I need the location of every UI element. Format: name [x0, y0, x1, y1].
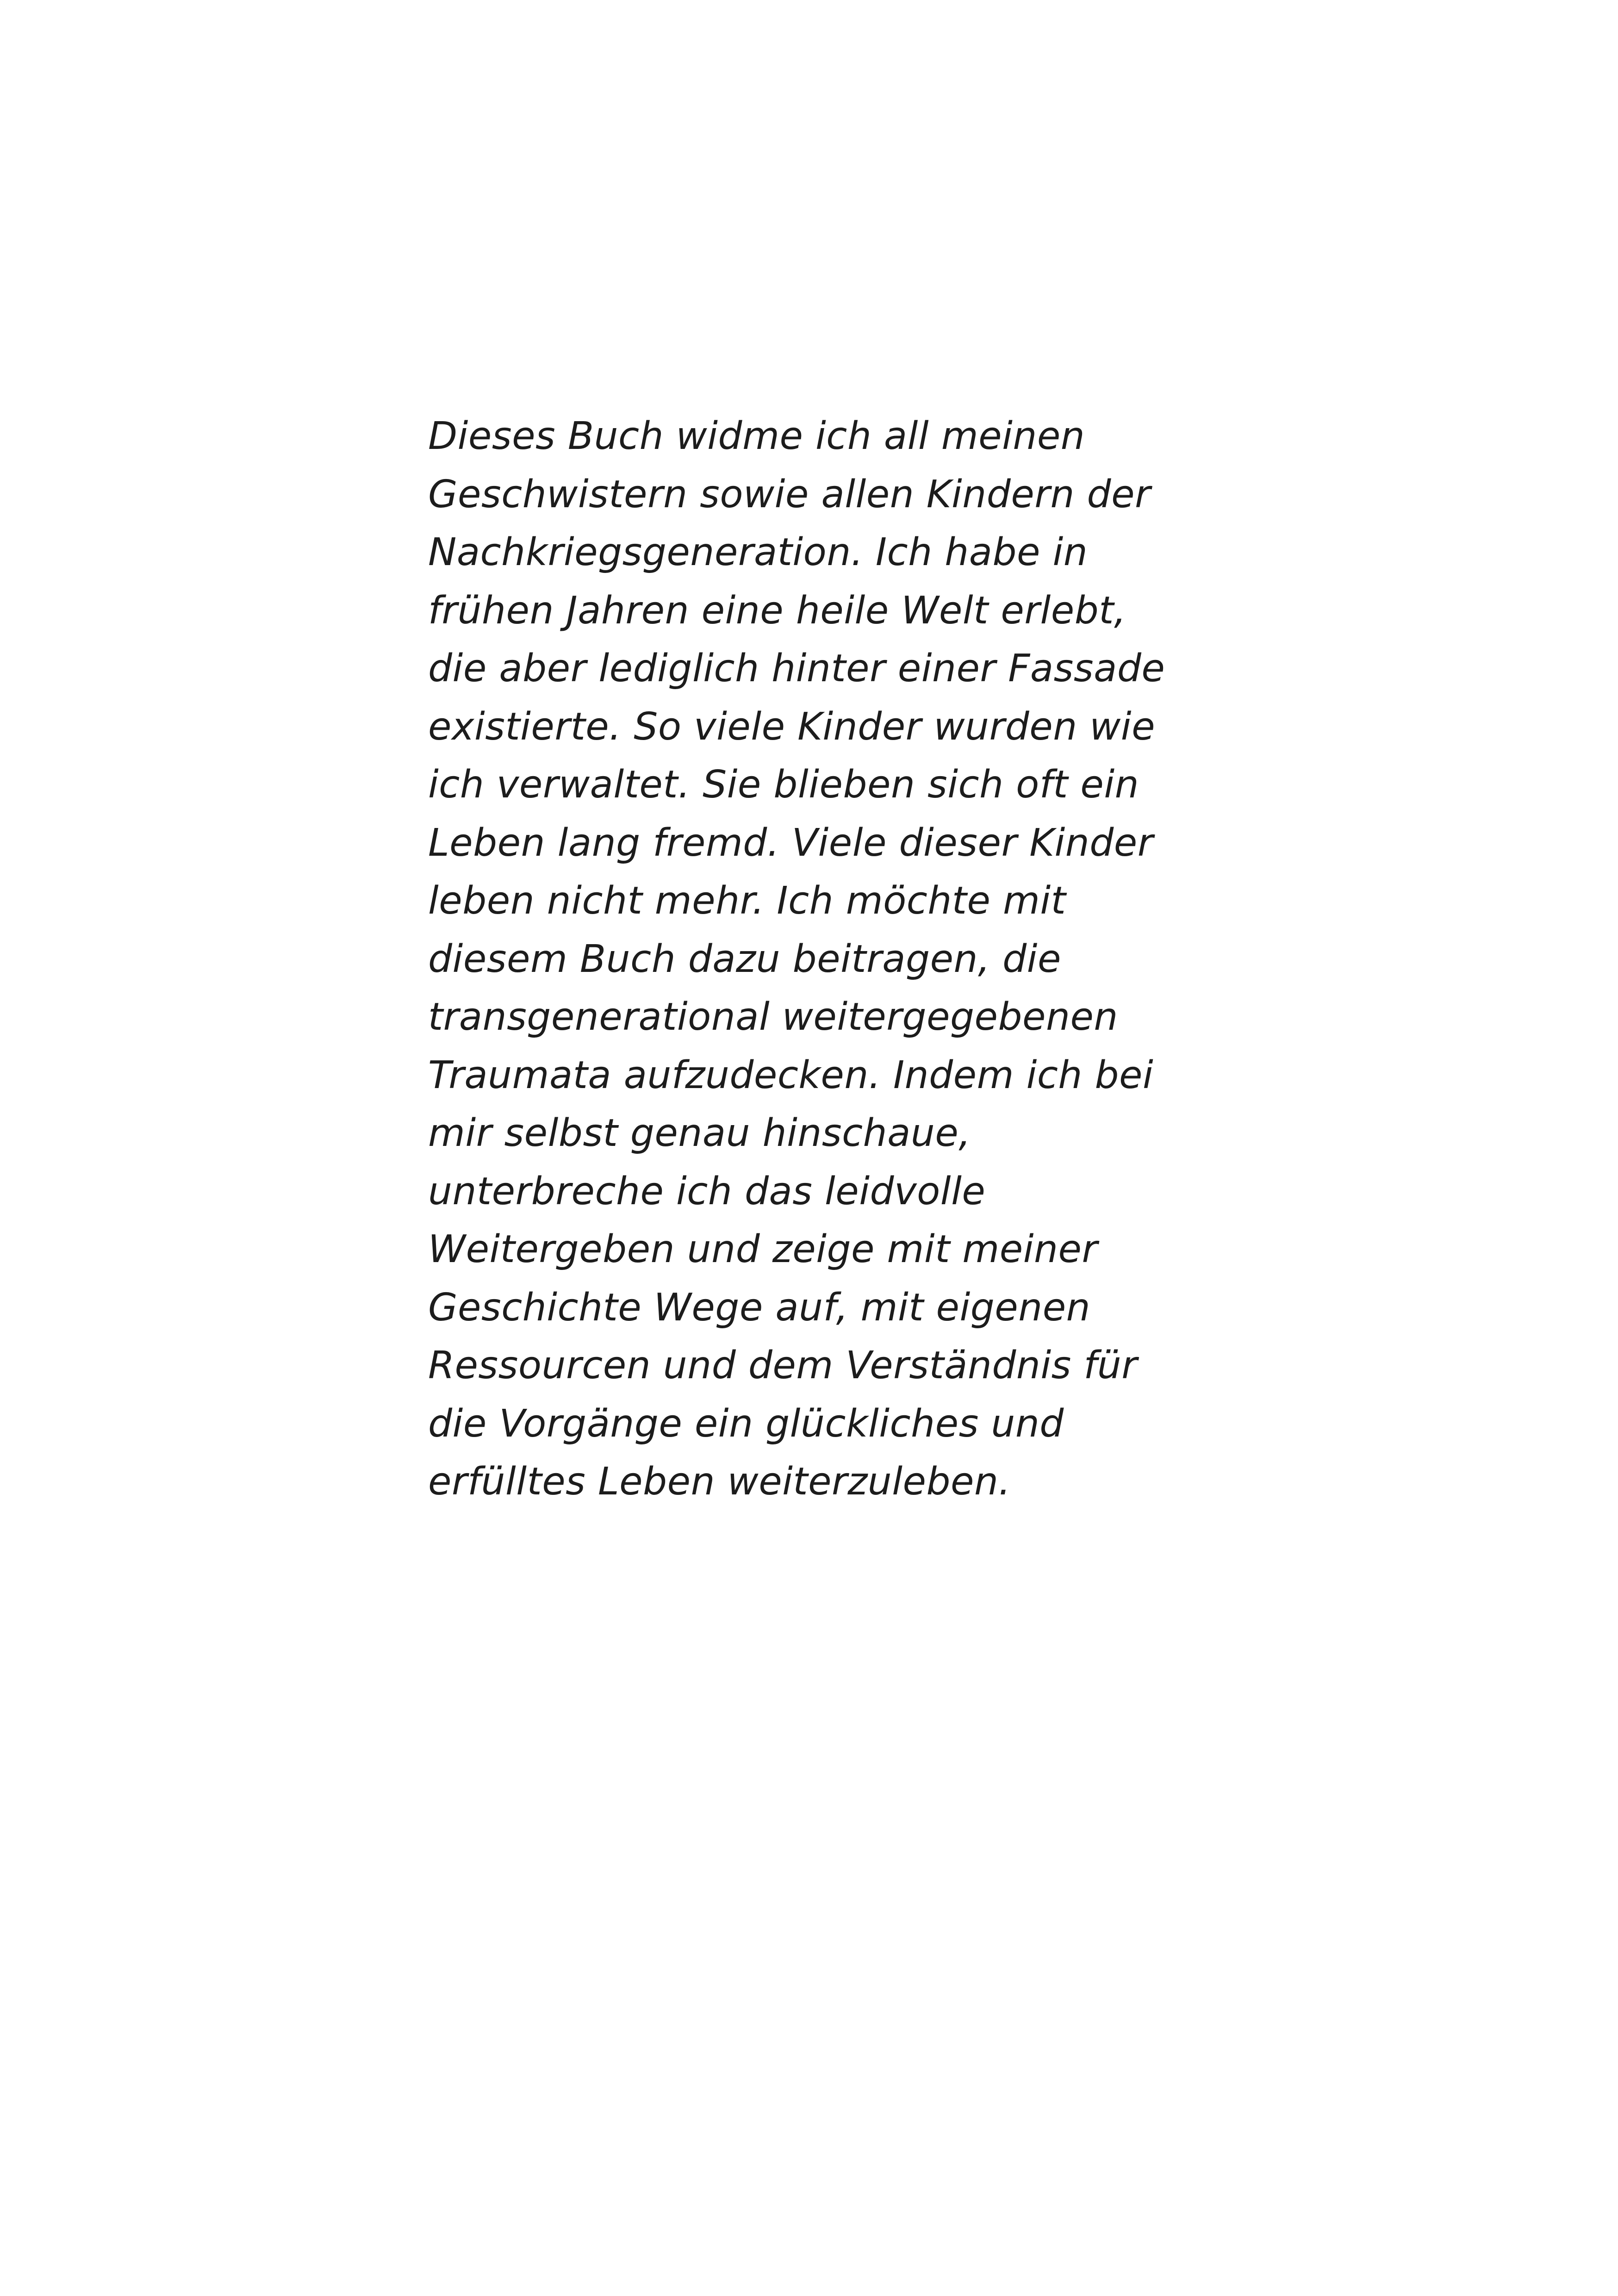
dedication-line: mir selbst genau hinschaue,	[428, 1111, 971, 1155]
dedication-line: Geschwistern sowie allen Kindern der	[428, 472, 1151, 516]
dedication-line: ich verwaltet. Sie blieben sich oft ein	[428, 763, 1139, 807]
dedication-line: transgenerational weitergegebenen	[428, 995, 1118, 1039]
dedication-line: die aber lediglich hinter einer Fassade	[428, 647, 1165, 691]
dedication-line: Traumata aufzudecken. Indem ich bei	[428, 1053, 1154, 1097]
dedication-line: frühen Jahren eine heile Welt erlebt,	[428, 588, 1126, 633]
dedication-line: Nachkriegsgeneration. Ich habe in	[428, 530, 1088, 574]
dedication-text	[428, 407, 1261, 1511]
dedication-line: Leben lang fremd. Viele dieser Kinder	[428, 821, 1153, 865]
dedication-line: Dieses Buch widme ich all meinen	[428, 414, 1085, 458]
dedication-line: Weitergeben und zeige mit meiner	[428, 1227, 1098, 1271]
dedication-line: Ressourcen und dem Verständnis für	[428, 1344, 1138, 1388]
dedication-line: existierte. So viele Kinder wurden wie	[428, 704, 1156, 749]
dedication-line: diesem Buch dazu beitragen, die	[428, 937, 1061, 981]
dedication-line: die Vorgänge ein glückliches und	[428, 1401, 1064, 1446]
dedication-line: erfülltes Leben weiterzuleben.	[428, 1460, 1011, 1504]
dedication-line: leben nicht mehr. Ich möchte mit	[428, 879, 1066, 923]
dedication-line: unterbreche ich das leidvolle	[428, 1169, 986, 1213]
dedication-line: Geschichte Wege auf, mit eigenen	[428, 1285, 1091, 1330]
